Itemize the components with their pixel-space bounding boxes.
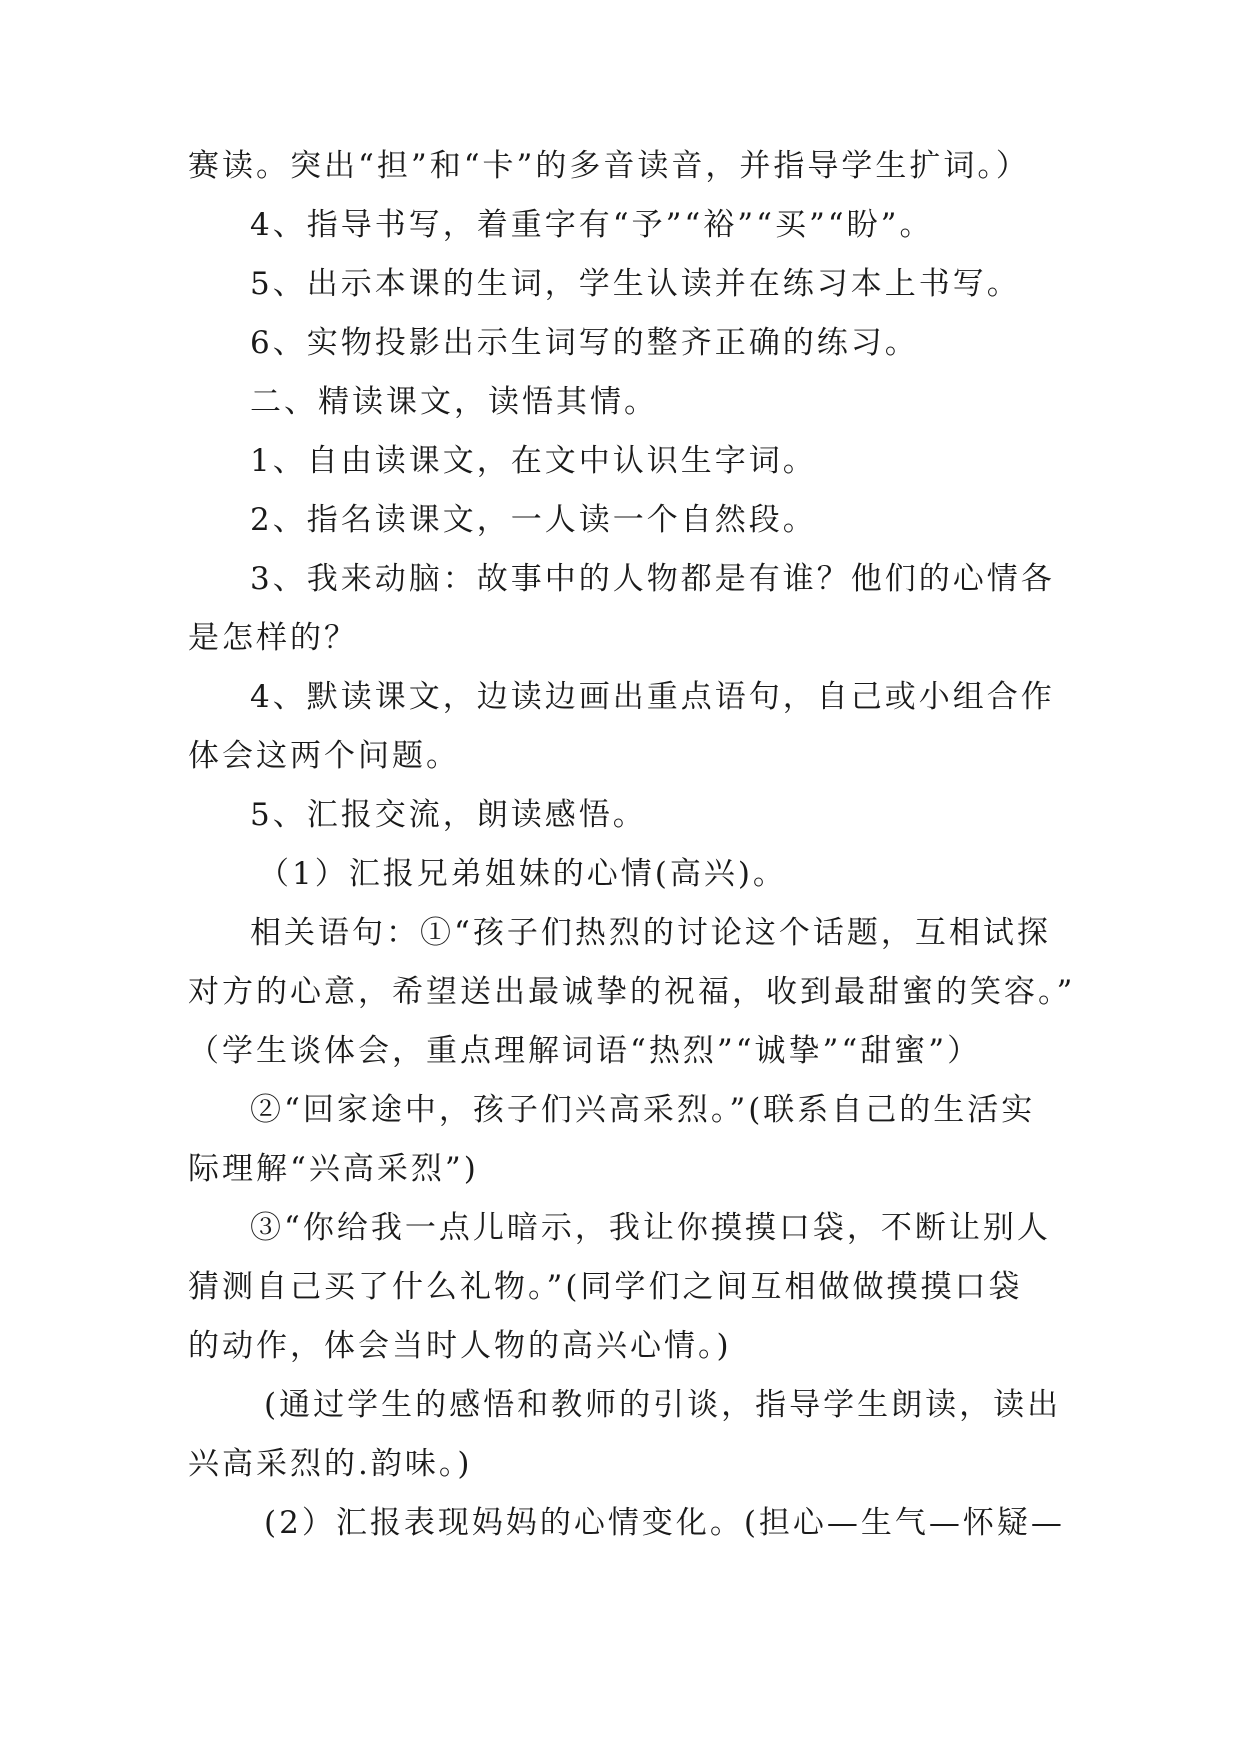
text-line: (2）汇报表现妈妈的心情变化。(担心—生气—怀疑—	[264, 1505, 1065, 1541]
text-line: 3、我来动脑：故事中的人物都是有谁？他们的心情各	[250, 561, 1055, 597]
text-line: 6、实物投影出示生词写的整齐正确的练习。	[250, 325, 919, 361]
text-line: 际理解“兴高采烈”)	[188, 1151, 479, 1187]
text-line: 猜测自己买了什么礼物。”(同学们之间互相做做摸摸口袋	[188, 1269, 1023, 1305]
text-line: ②“回家途中，孩子们兴高采烈。”(联系自己的生活实	[250, 1092, 1036, 1128]
text-line: 4、默读课文，边读边画出重点语句，自己或小组合作	[250, 679, 1055, 715]
text-line: （学生谈体会，重点理解词语“热烈”“诚挚”“甜蜜”）	[188, 1033, 982, 1069]
text-line: 兴高采烈的.韵味。)	[188, 1446, 473, 1482]
text-line: 对方的心意，希望送出最诚挚的祝福，收到最甜蜜的笑容。”	[188, 974, 1076, 1010]
text-line: (通过学生的感悟和教师的引谈，指导学生朗读，读出	[264, 1387, 1062, 1423]
text-line: 相关语句：①“孩子们热烈的讨论这个话题，互相试探	[250, 915, 1051, 951]
text-line: 1、自由读课文，在文中认识生字词。	[250, 443, 817, 479]
text-line: （1）汇报兄弟姐妹的心情(高兴)。	[258, 856, 787, 892]
text-line: 2、指名读课文，一人读一个自然段。	[250, 502, 817, 538]
text-line: 5、汇报交流，朗读感悟。	[250, 797, 647, 833]
text-line: ③“你给我一点儿暗示，我让你摸摸口袋，不断让别人	[250, 1210, 1051, 1246]
text-line: 4、指导书写，着重字有“予”“裕”“买”“盼”。	[250, 207, 934, 243]
section-heading: 二、精读课文，读悟其情。	[250, 384, 658, 420]
text-line: 是怎样的？	[188, 620, 358, 656]
text-line: 的动作，体会当时人物的高兴心情。)	[188, 1328, 732, 1364]
text-line: 体会这两个问题。	[188, 738, 460, 774]
text-line: 赛读。突出“担”和“卡”的多音读音，并指导学生扩词。）	[188, 148, 1030, 184]
text-line: 5、出示本课的生词，学生认读并在练习本上书写。	[250, 266, 1021, 302]
